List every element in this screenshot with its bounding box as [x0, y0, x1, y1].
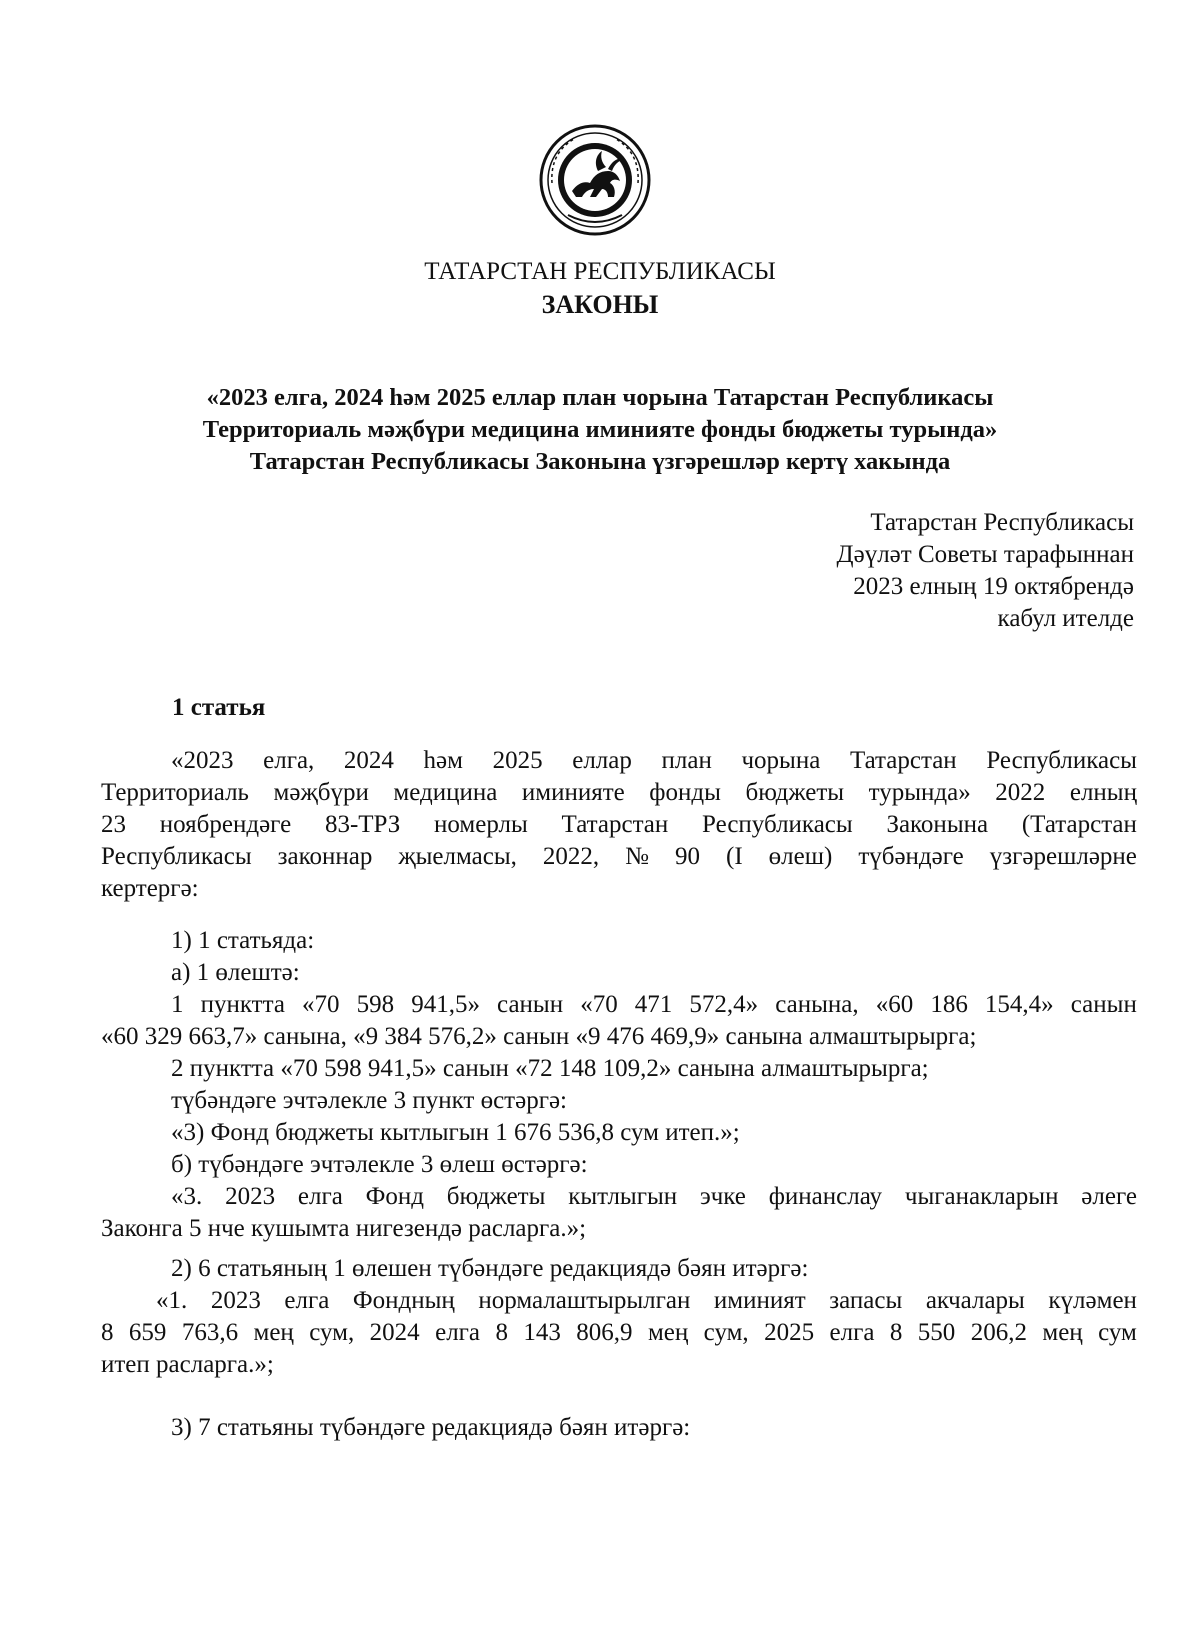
word: мең [1042, 1319, 1083, 1346]
word: 83-ТРЗ [324, 811, 401, 838]
text-line [101, 777, 1137, 809]
word: запасы [829, 1287, 903, 1314]
word: (I [726, 843, 743, 870]
word: 763,6 [181, 1319, 239, 1346]
word: план [661, 747, 712, 774]
text-line: «60 329 663,7» санына, «9 384 576,2» санын «9 476 469,9» санына алмаштырырга; [101, 1023, 977, 1050]
text-line: а) 1 өлештә: [171, 959, 300, 986]
word: чыганакларын [904, 1183, 1059, 1210]
word: 1 [171, 991, 184, 1018]
word: елның [1069, 779, 1137, 806]
word: Территориаль [101, 779, 249, 806]
word: 2022, [542, 843, 600, 870]
word: ноябрендәге [159, 811, 292, 838]
coat-of-arms-icon [538, 123, 652, 237]
word: һәм [423, 747, 463, 774]
word: 598 [356, 991, 395, 1018]
word: күләмен [1048, 1287, 1137, 1314]
word: Татарстан [561, 811, 669, 838]
text-line: кертергә: [101, 875, 199, 902]
word: законнар [277, 843, 373, 870]
word: 90 [675, 843, 700, 870]
word: бюджеты [745, 779, 845, 806]
word: «2023 [171, 747, 234, 774]
word: 143 [523, 1319, 561, 1346]
word: 2024 [369, 1319, 420, 1346]
word: 941,5» [411, 991, 480, 1018]
text-line [101, 1317, 1137, 1349]
word: Республикасы [101, 843, 252, 870]
word: медицина [393, 779, 498, 806]
word: «3. [171, 1183, 203, 1210]
word: эчке [699, 1183, 746, 1210]
item-1-paragraph [101, 925, 1137, 1245]
text-line: 3) 7 статьяны түбәндәге редакциядә бәян итәргә: [171, 1414, 691, 1441]
title-line-2: Территориаль мәҗбүри медицина иминияте фонды бюджеты турында» [202, 416, 998, 443]
word: 2023 [210, 1287, 261, 1314]
item-2-paragraph [101, 1253, 1137, 1381]
word: елга [829, 1319, 875, 1346]
word: Республикасы [702, 811, 853, 838]
word: иминият [713, 1287, 806, 1314]
title-line-1: «2023 елга, 2024 һәм 2025 еллар план чорына Татарстан Республикасы [206, 384, 994, 411]
word: санын [1070, 991, 1137, 1018]
word: чорына [741, 747, 821, 774]
text-line [101, 1285, 1137, 1317]
word: 2024 [343, 747, 394, 774]
word: 8 [495, 1319, 508, 1346]
word: (Татарстан [1021, 811, 1137, 838]
text-line [101, 809, 1137, 841]
adoption-line-2: Дәүләт Советы тарафыннан [836, 541, 1134, 568]
word: 8 [101, 1319, 114, 1346]
word: җыелмасы, [398, 843, 517, 870]
word: 572,4» [689, 991, 759, 1018]
word: Татарстан [849, 747, 957, 774]
word: 471 [634, 991, 673, 1018]
intro-paragraph [101, 745, 1137, 905]
word: сум, [703, 1319, 749, 1346]
text-line: 2) 6 статьяның 1 өлешен түбәндәге редакциядә бәян итәргә: [171, 1255, 809, 1282]
word: әлеге [1081, 1183, 1137, 1210]
word: Фонд [365, 1183, 424, 1210]
word: еллар [572, 747, 632, 774]
text-line: 2 пунктта «70 598 941,5» санын «72 148 109,2» санына алмаштырырга; [171, 1055, 929, 1082]
republic-name: ТАТАРСТАН РЕСПУБЛИКАСЫ [424, 258, 776, 285]
word: 154,4» [984, 991, 1054, 1018]
word: 550 [917, 1319, 956, 1346]
text-line: түбәндәге эчтәлекле 3 пункт өстәргә: [171, 1087, 567, 1114]
text-line: б) түбәндәге эчтәлекле 3 өлеш өстәргә: [171, 1151, 588, 1178]
word: 2023 [225, 1183, 276, 1210]
word: елга [297, 1183, 343, 1210]
word: «1. [156, 1287, 188, 1314]
word: елга [284, 1287, 330, 1314]
word: «70 [580, 991, 618, 1018]
word: бюджеты [446, 1183, 546, 1210]
text-line [101, 745, 1137, 777]
word: санын [497, 991, 564, 1018]
word: Республикасы [986, 747, 1137, 774]
word: Фондның [352, 1287, 455, 1314]
word: финанслау [768, 1183, 883, 1210]
word: санына, [775, 991, 859, 1018]
item-3-paragraph [101, 1412, 1137, 1444]
word: 2025 [492, 747, 543, 774]
text-line: Законга 5 нче кушымта нигезендә расларга.»; [101, 1215, 587, 1242]
word: «70 [302, 991, 340, 1018]
title-line-3: Татарстан Республикасы Законына үзгәрешләр кертү хакында [249, 448, 951, 475]
word: 186 [930, 991, 968, 1018]
word: «60 [875, 991, 914, 1018]
word: турында» [868, 779, 971, 806]
text-line: итеп расларга.»; [101, 1351, 274, 1378]
text-line [101, 989, 1137, 1021]
text-line: 1) 1 статьяда: [171, 927, 315, 954]
document-type: ЗАКОНЫ [541, 290, 659, 319]
law-title [150, 382, 1050, 478]
adoption-note [837, 507, 1134, 635]
word: акчалары [925, 1287, 1025, 1314]
word: өлеш) [768, 843, 833, 870]
adoption-line-3: 2023 елның 19 октябрендә [853, 573, 1134, 600]
word: фонды [649, 779, 721, 806]
word: түбәндәге [858, 843, 964, 870]
word: елга, [263, 747, 315, 774]
word: номерлы [434, 811, 528, 838]
word: 2025 [764, 1319, 815, 1346]
word: 806,9 [576, 1319, 633, 1346]
word: сум, [309, 1319, 355, 1346]
word: кытлыгын [568, 1183, 678, 1210]
word: 2022 [995, 779, 1046, 806]
word: үзгәрешләрне [989, 843, 1137, 870]
word: 8 [889, 1319, 903, 1346]
word: мең [647, 1319, 689, 1346]
word: елга [435, 1319, 481, 1346]
text-line: «3) Фонд бюджеты кытлыгын 1 676 536,8 сум итеп.»; [171, 1119, 740, 1146]
text-line [101, 1181, 1137, 1213]
word: 659 [128, 1319, 167, 1346]
word: мең [253, 1319, 294, 1346]
word: № [625, 843, 649, 870]
article-heading: 1 статья [172, 694, 266, 721]
word: Законына [886, 811, 989, 838]
word: сум [1098, 1319, 1137, 1346]
word: иминияте [521, 779, 625, 806]
word: 23 [101, 811, 126, 838]
word: 206,2 [970, 1319, 1027, 1346]
text-line [101, 841, 1137, 873]
word: пунктта [200, 991, 285, 1018]
word: мәҗбүри [273, 779, 369, 806]
adoption-line-4: кабул ителде [997, 605, 1134, 632]
word: нормалаштырылган [478, 1287, 691, 1314]
adoption-line-1: Татарстан Республикасы [870, 509, 1134, 536]
